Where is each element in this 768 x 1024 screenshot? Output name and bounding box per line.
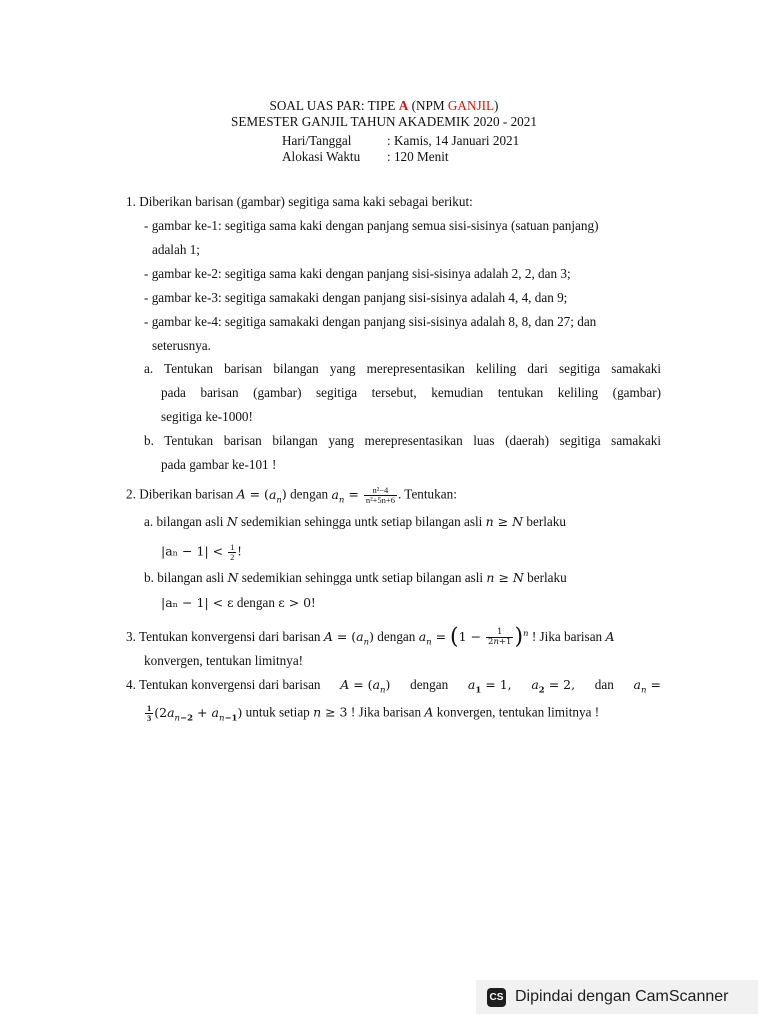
q4-post: untuk setiap: [242, 704, 314, 720]
q3-pre: 3. Tentukan konvergensi dari barisan: [126, 629, 324, 645]
q2-frac-den: n²+5n+6: [365, 495, 395, 505]
q4-line-1: 4. Tentukan konvergensi dari barisan $A = (a_n)$ dengan $a_1 = 1$, $a_2 = 2$, dan $a_n$ =: [126, 677, 661, 696]
meta-label: Alokasi Waktu: [282, 149, 361, 164]
camscanner-logo-icon: CS: [487, 988, 506, 1007]
q2a-end: !: [237, 543, 242, 559]
camscanner-text: Dipindai dengan CamScanner: [515, 988, 729, 1005]
q1-item-3: - gambar ke-3: segitiga samakaki dengan panjang sisi-sisinya adalah 4, 4, dan 9;: [144, 290, 568, 305]
q2-fraction: [364, 486, 397, 505]
q2a-post: berlaku: [523, 514, 566, 529]
q1b-line-1: b. Tentukan barisan bilangan yang merepresentasikan luas (daerah) segitiga samakaki: [144, 433, 661, 448]
q2a-pre: a. bilangan asli: [144, 514, 227, 529]
meta-value: : Kamis, 14 Januari 2021: [387, 133, 520, 148]
q2-intro: [126, 486, 457, 508]
q2-intro-post: . Tentukan:: [397, 486, 457, 502]
q2b-dengan: dengan: [233, 595, 279, 610]
q2a-ineq: |aₙ − 1| <: [161, 543, 228, 559]
q2a-half: $\frac{1}{2}$: [230, 542, 235, 562]
document-header: [0, 98, 768, 130]
q4-tail: konvergen, tentukan limitnya !: [433, 704, 600, 720]
q2b-cond: ε > 0: [278, 595, 312, 610]
exam-title: [0, 98, 768, 114]
q4-pre: 4. Tentukan konvergensi dari barisan: [126, 677, 321, 692]
q4-end: ! Jika barisan: [347, 704, 425, 720]
meta-row-time: [282, 149, 519, 165]
npm-type: GANJIL: [447, 98, 495, 113]
q2-intro-mid: dengan: [286, 486, 332, 502]
q2b-pre: b. bilangan asli: [144, 570, 228, 585]
q3-mid: dengan: [374, 629, 419, 645]
q2b-end: !: [311, 595, 316, 610]
q4-line-2: $\frac{1}{3}$ $(2a_{n-2} + a_{n-1})$ untuk setiap n ≥ 3 ! Jika barisan A konvergen, tentukan limitnya !: [147, 703, 600, 724]
q2-seq-def: $A = (a_n)$: [236, 486, 287, 506]
q1a-line-1: a. Tentukan barisan bilangan yang merepresentasikan keliling dari segitiga samakaki: [144, 361, 661, 376]
q4-dan: dan: [594, 677, 614, 692]
q2b-ineq: |aₙ − 1| < ε: [161, 595, 234, 610]
q2a-mid: sedemikian sehingga untk setiap bilangan asli: [237, 514, 486, 529]
meta-row-date: [282, 133, 519, 149]
q3-post: ! Jika barisan: [528, 629, 606, 645]
exam-meta: [282, 133, 519, 165]
q2b-post: berlaku: [523, 570, 567, 585]
q3-line-2: konvergen, tentukan limitnya!: [144, 653, 304, 668]
title-end: ): [494, 98, 499, 113]
q4-dengan: dengan: [410, 677, 449, 692]
q2b-mid: sedemikian sehingga untk setiap bilangan asli: [238, 570, 487, 585]
q1a-line-2: pada barisan (gambar) segitiga tersebut, kemudian tentukan keliling (gambar): [161, 385, 661, 400]
title-mid: (NPM: [408, 98, 448, 113]
q2-frac-num: n²−4: [364, 486, 397, 496]
meta-value: : 120 Menit: [387, 149, 449, 164]
q2a-line-1: a. bilangan asli N sedemikian sehingga untk setiap bilangan asli n ≥ N berlaku: [144, 514, 566, 529]
semester-line: SEMESTER GANJIL TAHUN AKADEMIK 2020 - 2021: [231, 114, 537, 129]
q1-item-2: - gambar ke-2: segitiga sama kaki dengan panjang sisi-sisinya adalah 2, 2, dan 3;: [144, 266, 571, 281]
q3-line-1: 3. Tentukan konvergensi dari barisan $A = (a_n)$ dengan $a_n = (1$ − $\frac{1}{2n+1}$ )$^n$ ! Jika barisan A: [126, 624, 615, 650]
q1-intro: 1. Diberikan barisan (gambar) segitiga sama kaki sebagai berikut:: [126, 194, 473, 209]
q3-formula: $a_n = (1$ − $\frac{1}{2n+1}$ )$^n$: [418, 624, 529, 650]
q1a-line-3: segitiga ke-1000!: [161, 409, 253, 424]
q2b-line-1: b. bilangan asli N sedemikian sehingga untk setiap bilangan asli n ≥ N berlaku: [144, 570, 567, 585]
q1-item-4: - gambar ke-4: segitiga samakaki dengan panjang sisi-sisinya adalah 8, 8, dan 27; dan: [144, 314, 597, 329]
meta-label: Hari/Tanggal: [282, 133, 352, 148]
camscanner-watermark: [476, 980, 758, 1014]
q1b-line-2: pada gambar ke-101 !: [161, 457, 277, 472]
q2a-inequality: [161, 543, 242, 562]
q1-item-4-cont: seterusnya.: [152, 338, 211, 353]
q2-formula: $a_n$ =: [331, 486, 363, 506]
q2-intro-pre: 2. Diberikan barisan: [126, 486, 237, 502]
title-prefix: SOAL UAS PAR: TIPE: [269, 98, 399, 113]
q2b-inequality: [161, 595, 316, 611]
q1-item-1: - gambar ke-1: segitiga sama kaki dengan panjang semua sisi-sisinya (satuan panjang): [144, 218, 599, 233]
exam-type: A: [398, 98, 409, 113]
q1-item-1-cont: adalah 1;: [152, 242, 200, 257]
